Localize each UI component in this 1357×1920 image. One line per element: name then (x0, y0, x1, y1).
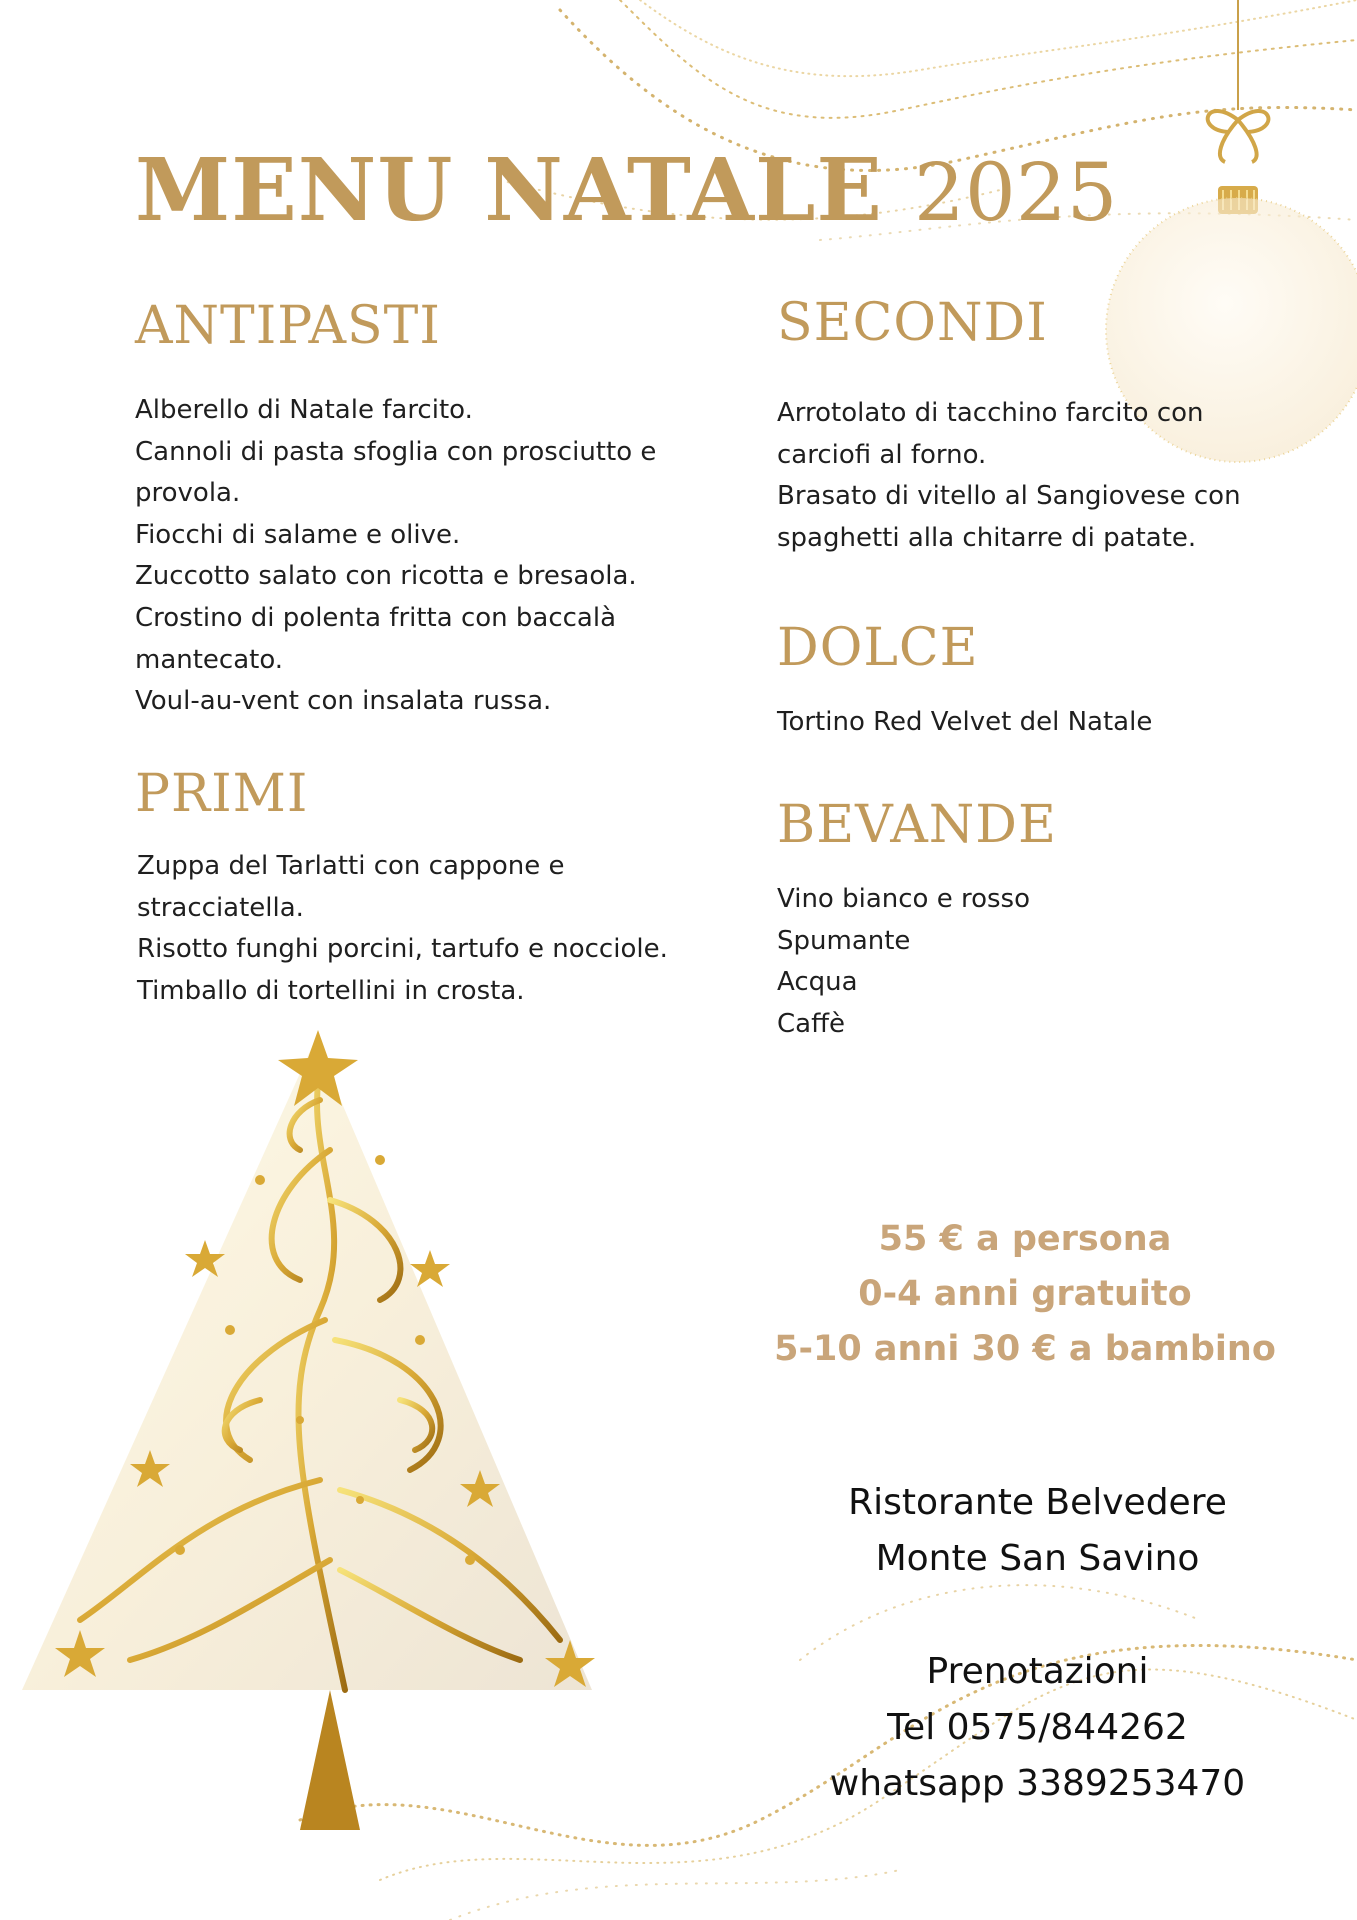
restaurant-location: Monte San Savino (875, 1538, 1200, 1579)
dolce-heading: DOLCE (777, 618, 979, 678)
list-item: Crostino di polenta fritta con baccalà (135, 602, 616, 633)
title-main: MENU NATALE (135, 140, 883, 241)
christmas-tree-icon (22, 1030, 595, 1830)
list-item: Arrotolato di tacchino farcito con (777, 398, 1204, 428)
list-item: Acqua (777, 967, 858, 998)
list-item: Alberello di Natale farcito. (135, 395, 473, 425)
list-item: carciofi al forno. (777, 439, 987, 470)
list-item: provola. (135, 478, 241, 509)
contact-info (790, 1644, 1285, 1812)
secondi-list (777, 393, 1241, 559)
bevande-heading: BEVANDE (777, 795, 1057, 855)
list-item: Brasato di vitello al Sangiovese con (777, 481, 1241, 512)
list-item: Zuppa del Tarlatti con cappone e (137, 851, 565, 881)
price-list (760, 1212, 1290, 1377)
list-item: spaghetti alla chitarre di patate. (777, 522, 1197, 553)
restaurant-info (800, 1475, 1275, 1587)
page-title (135, 140, 1118, 241)
price-child: 5-10 anni 30 € a bambino (774, 1329, 1276, 1369)
list-item: Voul-au-vent con insalata russa. (135, 686, 552, 717)
reservations-label: Prenotazioni (926, 1651, 1149, 1692)
restaurant-name: Ristorante Belvedere (848, 1482, 1227, 1523)
secondi-section (777, 293, 1241, 559)
bevande-list (777, 879, 1057, 1045)
price-toddler: 0-4 anni gratuito (858, 1274, 1192, 1314)
list-item: Timballo di tortellini in crosta. (137, 975, 525, 1006)
primi-list (135, 846, 668, 1012)
whatsapp-number: whatsapp 3389253470 (829, 1763, 1246, 1804)
primi-heading: PRIMI (135, 764, 309, 824)
phone-number: Tel 0575/844262 (887, 1707, 1188, 1748)
list-item: stracciatella. (137, 892, 304, 923)
list-item: Zuccotto salato con ricotta e bresaola. (135, 561, 637, 592)
list-item: Tortino Red Velvet del Natale (777, 707, 1153, 737)
antipasti-section (135, 296, 656, 723)
price-adult: 55 € a persona (878, 1219, 1172, 1259)
title-year: 2025 (913, 146, 1118, 239)
dolce-list (777, 702, 1152, 744)
list-item: Caffè (777, 1008, 845, 1039)
list-item: Fiocchi di salame e olive. (135, 519, 461, 550)
list-item: Vino bianco e rosso (777, 884, 1030, 914)
bevande-section (777, 795, 1057, 1045)
list-item: Spumante (777, 925, 911, 956)
list-item: Risotto funghi porcini, tartufo e nocciole. (137, 934, 668, 965)
antipasti-list (135, 390, 656, 723)
primi-section (135, 764, 668, 1012)
secondi-heading: SECONDI (777, 293, 1048, 353)
dolce-section (777, 618, 1152, 744)
antipasti-heading: ANTIPASTI (135, 296, 441, 356)
list-item: mantecato. (135, 644, 284, 675)
list-item: Cannoli di pasta sfoglia con prosciutto e (135, 436, 657, 467)
